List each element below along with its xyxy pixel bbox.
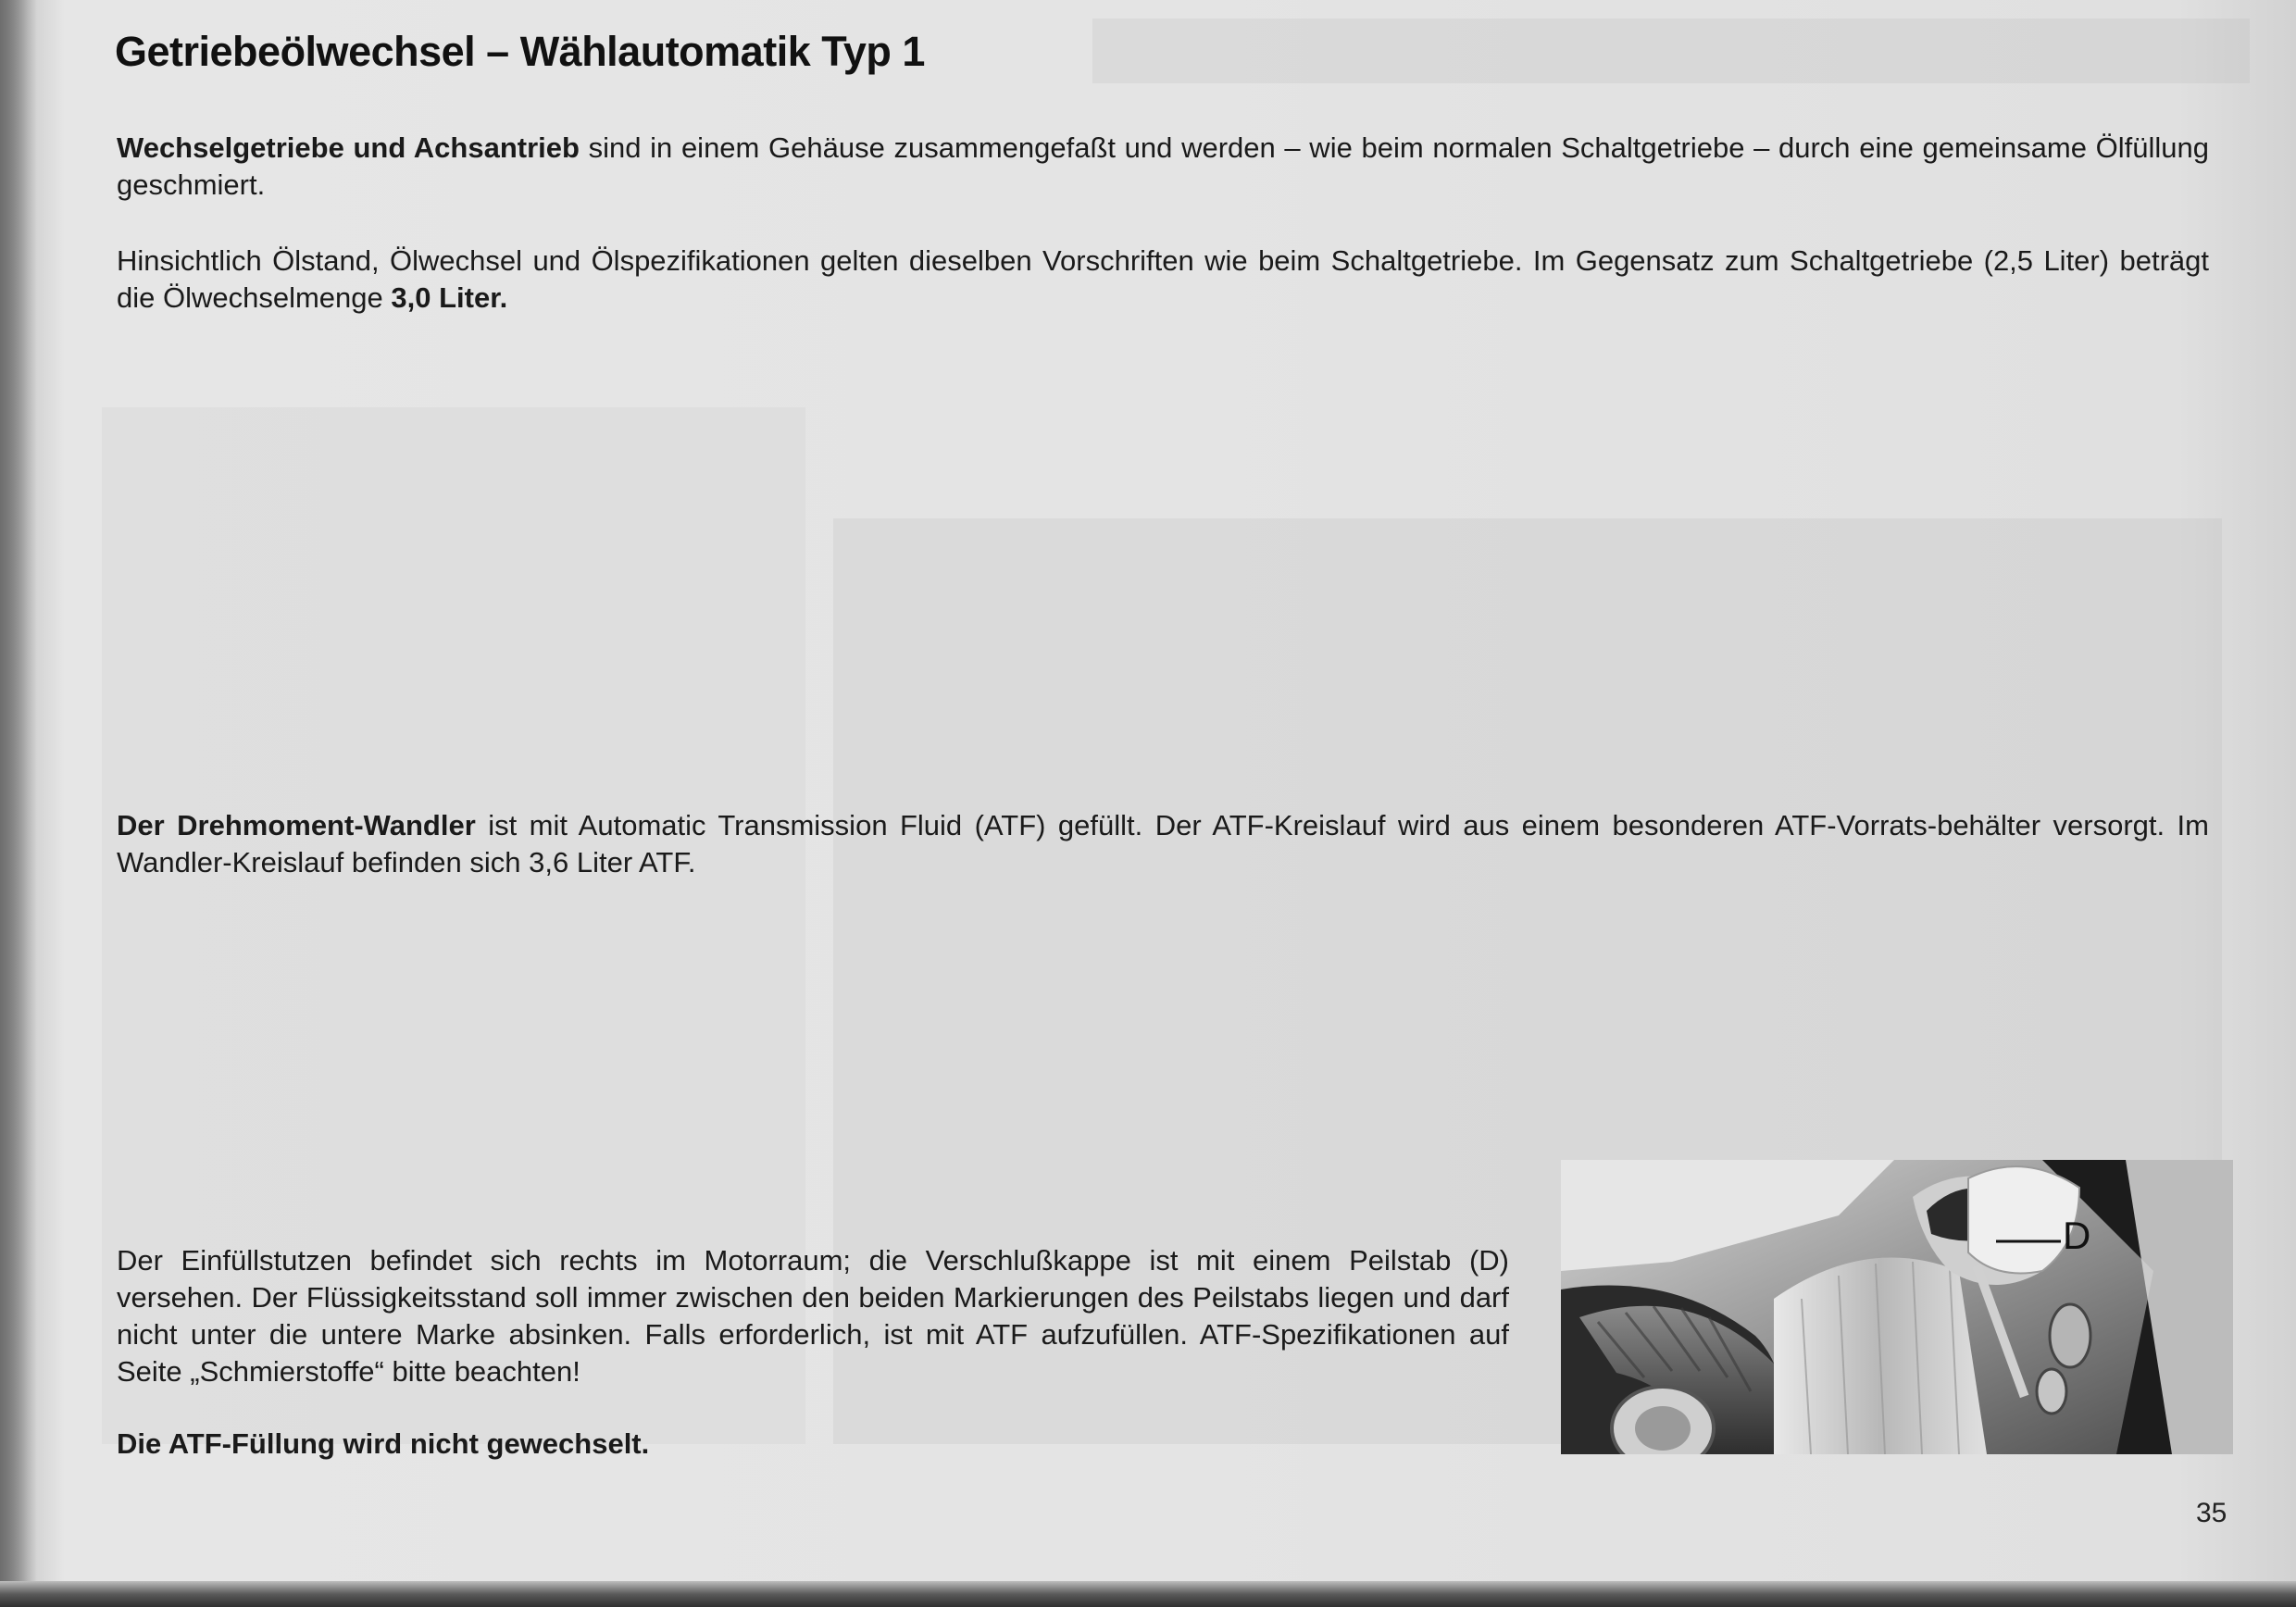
- page-number: 35: [2196, 1498, 2227, 1528]
- paragraph-filler-neck-text: Der Einfüllstutzen befindet sich rechts im Motorraum; die Verschlußkappe ist mit einem Peilstab (D) versehen. Der Flüssigkeitsstand soll immer zwischen den beiden Markierungen des Peilstabs liegen und darf nicht unter die untere Marke absinken. Falls erforderlich, ist mit ATF aufzufüllen. ATF-Spezifikationen auf Seite „Schmierstoffe“ bitte beachten!: [117, 1244, 1509, 1388]
- paragraph-gearbox-text: sind in einem Gehäuse zusammengefaßt und werden – wie beim normalen Schaltgetriebe – durch eine gemeinsame Ölfüllung geschmiert.: [117, 131, 2209, 201]
- page-title: Getriebeölwechsel – Wählautomatik Typ 1: [115, 28, 925, 75]
- show-through-shading: [1092, 19, 2250, 83]
- paragraph-gearbox: [117, 130, 2209, 204]
- dipstick-label: D: [2063, 1214, 2091, 1257]
- paragraph-oil-level: [117, 243, 2209, 317]
- paragraph-oil-level-text: Hinsichtlich Ölstand, Ölwechsel und Ölspezifikationen gelten dieselben Vorschriften wie beim Schaltgetriebe. Im Gegensatz zum Schaltgetriebe (2,5 Liter) beträgt die Ölwechselmenge: [117, 244, 2209, 314]
- page-bottom-edge: [0, 1581, 2296, 1607]
- engine-bay-photo: [1561, 1160, 2233, 1454]
- paragraph-filler-neck: [117, 1242, 1509, 1390]
- paragraph-torque-converter-text: ist mit Automatic Transmission Fluid (ATF) gefüllt. Der ATF-Kreislauf wird aus einem besonderen ATF-Vorrats-behälter versorgt. Im Wandler-Kreislauf befinden sich 3,6 Liter ATF.: [117, 809, 2209, 878]
- paragraph-torque-converter: [117, 807, 2209, 881]
- engine-bay-illustration: [1561, 1160, 2233, 1454]
- paragraph-atf-not-changed: [117, 1426, 1509, 1463]
- paragraph-atf-not-changed-text: Die ATF-Füllung wird nicht gewechselt.: [117, 1427, 650, 1460]
- paragraph-oil-level-bold: 3,0 Liter.: [391, 281, 508, 314]
- binding-shadow: [0, 0, 37, 1607]
- paragraph-gearbox-bold: Wechselgetriebe und Achsantrieb: [117, 131, 580, 164]
- paragraph-torque-converter-bold: Der Drehmoment-Wandler: [117, 809, 476, 841]
